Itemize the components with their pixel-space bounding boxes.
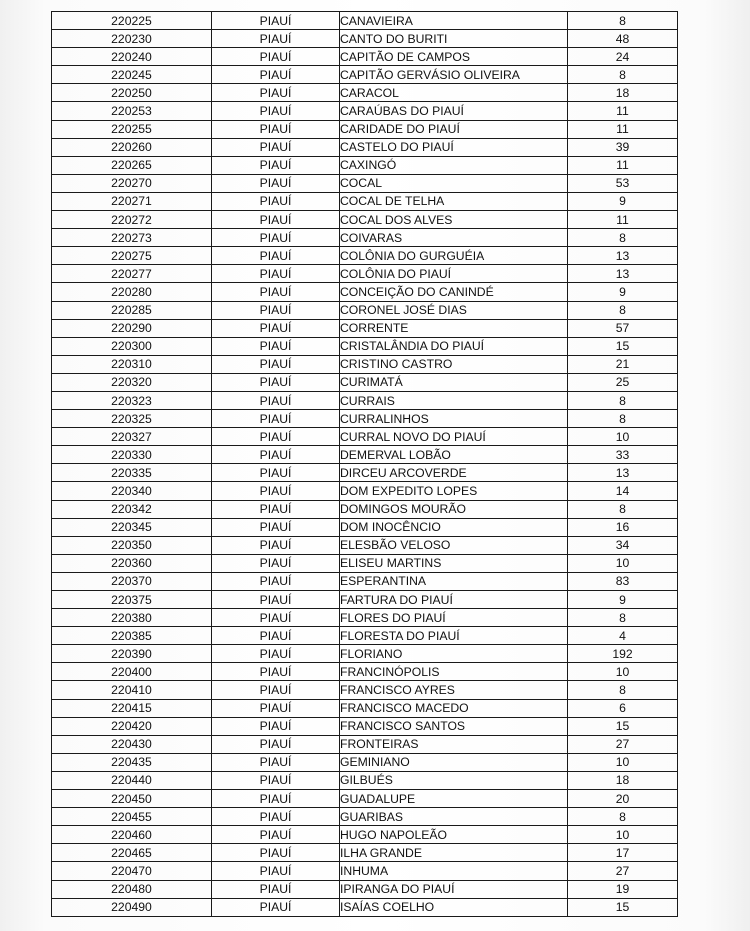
cell-count: 13	[568, 265, 678, 283]
cell-ibge-code: 220440	[52, 771, 212, 789]
cell-count: 53	[568, 174, 678, 192]
cell-count: 13	[568, 464, 678, 482]
cell-count: 25	[568, 373, 678, 391]
cell-count: 6	[568, 699, 678, 717]
cell-municipality: CURRAL NOVO DO PIAUÍ	[340, 428, 568, 446]
table-row	[52, 319, 678, 337]
table-row	[52, 30, 678, 48]
cell-municipality: HUGO NAPOLEÃO	[340, 826, 568, 844]
cell-state: PIAUÍ	[212, 66, 340, 84]
cell-ibge-code: 220390	[52, 645, 212, 663]
cell-ibge-code: 220327	[52, 428, 212, 446]
cell-state: PIAUÍ	[212, 156, 340, 174]
cell-count: 8	[568, 681, 678, 699]
cell-ibge-code: 220335	[52, 464, 212, 482]
cell-municipality: CURRAIS	[340, 391, 568, 409]
cell-state: PIAUÍ	[212, 12, 340, 30]
table-row	[52, 482, 678, 500]
cell-municipality: GILBUÉS	[340, 771, 568, 789]
cell-municipality: FLORES DO PIAUÍ	[340, 609, 568, 627]
cell-count: 11	[568, 156, 678, 174]
cell-count: 14	[568, 482, 678, 500]
cell-count: 8	[568, 410, 678, 428]
cell-municipality: FRANCISCO AYRES	[340, 681, 568, 699]
cell-ibge-code: 220290	[52, 319, 212, 337]
cell-municipality: DOM EXPEDITO LOPES	[340, 482, 568, 500]
cell-ibge-code: 220385	[52, 627, 212, 645]
table-row	[52, 808, 678, 826]
cell-state: PIAUÍ	[212, 174, 340, 192]
table-row	[52, 717, 678, 735]
cell-ibge-code: 220325	[52, 410, 212, 428]
cell-count: 8	[568, 609, 678, 627]
cell-state: PIAUÍ	[212, 391, 340, 409]
cell-municipality: GUARIBAS	[340, 808, 568, 826]
table-row	[52, 645, 678, 663]
table-row	[52, 229, 678, 247]
cell-ibge-code: 220350	[52, 536, 212, 554]
cell-municipality: CRISTALÂNDIA DO PIAUÍ	[340, 337, 568, 355]
cell-count: 11	[568, 120, 678, 138]
cell-count: 8	[568, 66, 678, 84]
cell-state: PIAUÍ	[212, 84, 340, 102]
cell-ibge-code: 220245	[52, 66, 212, 84]
table-row	[52, 699, 678, 717]
table-row	[52, 826, 678, 844]
cell-ibge-code: 220470	[52, 862, 212, 880]
cell-ibge-code: 220455	[52, 808, 212, 826]
table-row	[52, 500, 678, 518]
cell-ibge-code: 220490	[52, 898, 212, 916]
cell-ibge-code: 220375	[52, 591, 212, 609]
cell-ibge-code: 220310	[52, 355, 212, 373]
cell-municipality: FRANCINÓPOLIS	[340, 663, 568, 681]
table-body	[52, 12, 678, 917]
cell-count: 19	[568, 880, 678, 898]
table-row	[52, 84, 678, 102]
table-row	[52, 265, 678, 283]
cell-state: PIAUÍ	[212, 609, 340, 627]
cell-state: PIAUÍ	[212, 48, 340, 66]
cell-count: 8	[568, 12, 678, 30]
cell-state: PIAUÍ	[212, 410, 340, 428]
cell-count: 9	[568, 591, 678, 609]
cell-municipality: CORONEL JOSÉ DIAS	[340, 301, 568, 319]
cell-municipality: DIRCEU ARCOVERDE	[340, 464, 568, 482]
cell-state: PIAUÍ	[212, 446, 340, 464]
cell-municipality: DEMERVAL LOBÃO	[340, 446, 568, 464]
cell-state: PIAUÍ	[212, 355, 340, 373]
table-row	[52, 120, 678, 138]
table-row	[52, 518, 678, 536]
cell-ibge-code: 220230	[52, 30, 212, 48]
cell-state: PIAUÍ	[212, 120, 340, 138]
table-row	[52, 663, 678, 681]
table-row	[52, 753, 678, 771]
cell-state: PIAUÍ	[212, 211, 340, 229]
cell-municipality: CARIDADE DO PIAUÍ	[340, 120, 568, 138]
table-row	[52, 301, 678, 319]
cell-state: PIAUÍ	[212, 138, 340, 156]
cell-ibge-code: 220270	[52, 174, 212, 192]
cell-state: PIAUÍ	[212, 880, 340, 898]
cell-count: 18	[568, 771, 678, 789]
cell-count: 48	[568, 30, 678, 48]
table-row	[52, 572, 678, 590]
table-row	[52, 410, 678, 428]
cell-state: PIAUÍ	[212, 554, 340, 572]
cell-ibge-code: 220400	[52, 663, 212, 681]
cell-ibge-code: 220430	[52, 735, 212, 753]
cell-count: 10	[568, 753, 678, 771]
cell-state: PIAUÍ	[212, 808, 340, 826]
cell-municipality: FRONTEIRAS	[340, 735, 568, 753]
table-row	[52, 880, 678, 898]
cell-count: 8	[568, 500, 678, 518]
cell-state: PIAUÍ	[212, 699, 340, 717]
cell-ibge-code: 220415	[52, 699, 212, 717]
table-row	[52, 247, 678, 265]
cell-count: 10	[568, 826, 678, 844]
cell-state: PIAUÍ	[212, 428, 340, 446]
cell-municipality: ESPERANTINA	[340, 572, 568, 590]
table-row	[52, 283, 678, 301]
table-row	[52, 428, 678, 446]
table-row	[52, 790, 678, 808]
table-row	[52, 681, 678, 699]
cell-municipality: INHUMA	[340, 862, 568, 880]
table-row	[52, 627, 678, 645]
table-row	[52, 862, 678, 880]
cell-state: PIAUÍ	[212, 663, 340, 681]
cell-ibge-code: 220465	[52, 844, 212, 862]
cell-state: PIAUÍ	[212, 229, 340, 247]
cell-state: PIAUÍ	[212, 102, 340, 120]
cell-count: 13	[568, 247, 678, 265]
cell-state: PIAUÍ	[212, 518, 340, 536]
cell-municipality: COCAL	[340, 174, 568, 192]
cell-municipality: COCAL DE TELHA	[340, 192, 568, 210]
cell-municipality: FRANCISCO MACEDO	[340, 699, 568, 717]
cell-ibge-code: 220273	[52, 229, 212, 247]
cell-count: 10	[568, 428, 678, 446]
table-row	[52, 12, 678, 30]
table-row	[52, 609, 678, 627]
cell-state: PIAUÍ	[212, 862, 340, 880]
cell-state: PIAUÍ	[212, 265, 340, 283]
cell-ibge-code: 220280	[52, 283, 212, 301]
cell-state: PIAUÍ	[212, 627, 340, 645]
cell-ibge-code: 220265	[52, 156, 212, 174]
cell-municipality: COCAL DOS ALVES	[340, 211, 568, 229]
cell-count: 11	[568, 102, 678, 120]
cell-municipality: IPIRANGA DO PIAUÍ	[340, 880, 568, 898]
cell-count: 4	[568, 627, 678, 645]
cell-count: 10	[568, 554, 678, 572]
cell-municipality: CURIMATÁ	[340, 373, 568, 391]
cell-count: 8	[568, 229, 678, 247]
cell-ibge-code: 220240	[52, 48, 212, 66]
cell-count: 33	[568, 446, 678, 464]
cell-municipality: ELESBÃO VELOSO	[340, 536, 568, 554]
cell-ibge-code: 220255	[52, 120, 212, 138]
cell-state: PIAUÍ	[212, 464, 340, 482]
cell-municipality: FLORIANO	[340, 645, 568, 663]
cell-count: 16	[568, 518, 678, 536]
cell-state: PIAUÍ	[212, 337, 340, 355]
cell-municipality: FRANCISCO SANTOS	[340, 717, 568, 735]
cell-ibge-code: 220272	[52, 211, 212, 229]
cell-state: PIAUÍ	[212, 500, 340, 518]
cell-state: PIAUÍ	[212, 591, 340, 609]
cell-municipality: COIVARAS	[340, 229, 568, 247]
cell-ibge-code: 220285	[52, 301, 212, 319]
cell-ibge-code: 220271	[52, 192, 212, 210]
table-row	[52, 337, 678, 355]
cell-ibge-code: 220370	[52, 572, 212, 590]
cell-municipality: COLÔNIA DO GURGUÉIA	[340, 247, 568, 265]
cell-count: 11	[568, 211, 678, 229]
cell-count: 192	[568, 645, 678, 663]
cell-ibge-code: 220275	[52, 247, 212, 265]
cell-count: 21	[568, 355, 678, 373]
cell-municipality: CARACOL	[340, 84, 568, 102]
table-row	[52, 48, 678, 66]
cell-state: PIAUÍ	[212, 319, 340, 337]
cell-ibge-code: 220360	[52, 554, 212, 572]
table-row	[52, 138, 678, 156]
cell-ibge-code: 220300	[52, 337, 212, 355]
cell-municipality: GEMINIANO	[340, 753, 568, 771]
cell-municipality: CANAVIEIRA	[340, 12, 568, 30]
cell-state: PIAUÍ	[212, 536, 340, 554]
table-row	[52, 373, 678, 391]
cell-state: PIAUÍ	[212, 826, 340, 844]
table-row	[52, 391, 678, 409]
cell-municipality: FARTURA DO PIAUÍ	[340, 591, 568, 609]
cell-state: PIAUÍ	[212, 645, 340, 663]
cell-count: 9	[568, 283, 678, 301]
cell-municipality: CASTELO DO PIAUÍ	[340, 138, 568, 156]
cell-municipality: CARAÚBAS DO PIAUÍ	[340, 102, 568, 120]
cell-ibge-code: 220260	[52, 138, 212, 156]
table-row	[52, 446, 678, 464]
cell-state: PIAUÍ	[212, 681, 340, 699]
table-row	[52, 591, 678, 609]
cell-municipality: DOM INOCÊNCIO	[340, 518, 568, 536]
table-row	[52, 355, 678, 373]
cell-municipality: CAPITÃO GERVÁSIO OLIVEIRA	[340, 66, 568, 84]
cell-state: PIAUÍ	[212, 247, 340, 265]
table-row	[52, 66, 678, 84]
cell-state: PIAUÍ	[212, 192, 340, 210]
cell-count: 15	[568, 337, 678, 355]
cell-count: 27	[568, 735, 678, 753]
cell-count: 34	[568, 536, 678, 554]
table-row	[52, 554, 678, 572]
cell-ibge-code: 220330	[52, 446, 212, 464]
cell-state: PIAUÍ	[212, 844, 340, 862]
cell-count: 20	[568, 790, 678, 808]
cell-count: 39	[568, 138, 678, 156]
cell-count: 8	[568, 391, 678, 409]
cell-state: PIAUÍ	[212, 771, 340, 789]
cell-ibge-code: 220323	[52, 391, 212, 409]
cell-municipality: CORRENTE	[340, 319, 568, 337]
cell-ibge-code: 220277	[52, 265, 212, 283]
cell-ibge-code: 220250	[52, 84, 212, 102]
cell-state: PIAUÍ	[212, 283, 340, 301]
cell-municipality: CAPITÃO DE CAMPOS	[340, 48, 568, 66]
cell-state: PIAUÍ	[212, 572, 340, 590]
cell-ibge-code: 220225	[52, 12, 212, 30]
cell-ibge-code: 220435	[52, 753, 212, 771]
cell-ibge-code: 220345	[52, 518, 212, 536]
table-row	[52, 735, 678, 753]
cell-count: 15	[568, 717, 678, 735]
cell-ibge-code: 220480	[52, 880, 212, 898]
table-row	[52, 156, 678, 174]
cell-ibge-code: 220253	[52, 102, 212, 120]
cell-count: 18	[568, 84, 678, 102]
cell-count: 9	[568, 192, 678, 210]
cell-municipality: CURRALINHOS	[340, 410, 568, 428]
cell-municipality: COLÔNIA DO PIAUÍ	[340, 265, 568, 283]
cell-count: 83	[568, 572, 678, 590]
table-row	[52, 536, 678, 554]
cell-municipality: ISAÍAS COELHO	[340, 898, 568, 916]
cell-ibge-code: 220342	[52, 500, 212, 518]
cell-count: 10	[568, 663, 678, 681]
cell-state: PIAUÍ	[212, 717, 340, 735]
cell-count: 15	[568, 898, 678, 916]
cell-state: PIAUÍ	[212, 753, 340, 771]
table-row	[52, 174, 678, 192]
cell-municipality: FLORESTA DO PIAUÍ	[340, 627, 568, 645]
cell-state: PIAUÍ	[212, 898, 340, 916]
cell-state: PIAUÍ	[212, 482, 340, 500]
cell-state: PIAUÍ	[212, 373, 340, 391]
cell-state: PIAUÍ	[212, 735, 340, 753]
cell-ibge-code: 220450	[52, 790, 212, 808]
cell-ibge-code: 220420	[52, 717, 212, 735]
cell-municipality: ILHA GRANDE	[340, 844, 568, 862]
table-row	[52, 771, 678, 789]
cell-state: PIAUÍ	[212, 301, 340, 319]
table-row	[52, 102, 678, 120]
cell-count: 24	[568, 48, 678, 66]
table-row	[52, 464, 678, 482]
cell-count: 8	[568, 301, 678, 319]
cell-municipality: CANTO DO BURITI	[340, 30, 568, 48]
cell-municipality: CAXINGÓ	[340, 156, 568, 174]
cell-count: 17	[568, 844, 678, 862]
table-row	[52, 844, 678, 862]
cell-ibge-code: 220320	[52, 373, 212, 391]
cell-municipality: CRISTINO CASTRO	[340, 355, 568, 373]
cell-ibge-code: 220340	[52, 482, 212, 500]
cell-municipality: CONCEIÇÃO DO CANINDÉ	[340, 283, 568, 301]
cell-municipality: DOMINGOS MOURÃO	[340, 500, 568, 518]
cell-ibge-code: 220460	[52, 826, 212, 844]
cell-ibge-code: 220380	[52, 609, 212, 627]
table-row	[52, 192, 678, 210]
municipality-table	[51, 11, 678, 917]
cell-state: PIAUÍ	[212, 30, 340, 48]
table-row	[52, 211, 678, 229]
cell-state: PIAUÍ	[212, 790, 340, 808]
cell-municipality: GUADALUPE	[340, 790, 568, 808]
cell-municipality: ELISEU MARTINS	[340, 554, 568, 572]
cell-count: 8	[568, 808, 678, 826]
cell-ibge-code: 220410	[52, 681, 212, 699]
cell-count: 27	[568, 862, 678, 880]
table-row	[52, 898, 678, 916]
cell-count: 57	[568, 319, 678, 337]
